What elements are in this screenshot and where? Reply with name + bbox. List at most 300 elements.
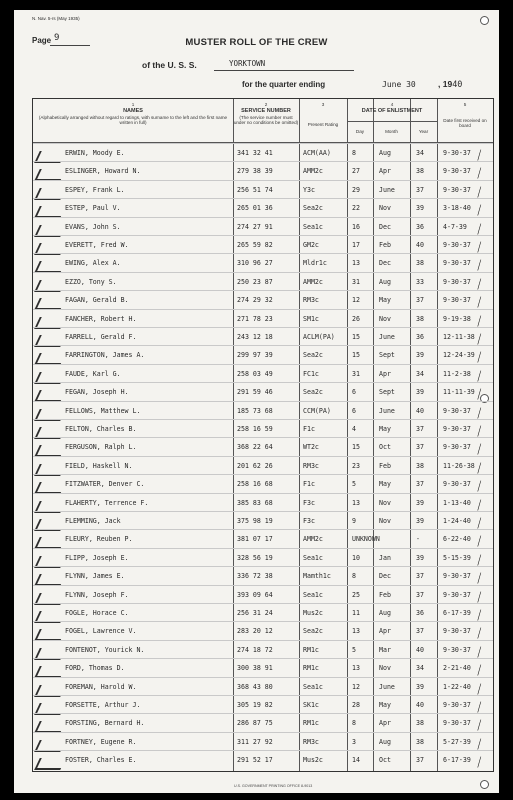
page-number: 9 [54,33,60,43]
cell-name: FONTENOT, Yourick N. [65,645,145,654]
cell-service: 393 09 64 [237,590,273,599]
cell-rating: F3c [303,498,315,507]
check-mark-icon: ∕ [475,553,484,569]
table-row [33,235,493,254]
cell-rating: Sea2c [303,204,323,213]
cell-day: 27 [352,167,360,176]
cell-name: FOGEL, Lawrence V. [65,627,137,636]
cell-name: FAUDE, Karl G. [65,369,121,378]
crew-table [32,98,494,772]
check-mark-icon: ∕ [475,424,484,440]
check-mark-icon: ∕ [475,148,484,164]
cell-rating: Mus2c [303,756,323,765]
cell-month: Jan [379,553,391,562]
cell-month: Feb [379,461,391,470]
cell-rating: RM3c [303,461,319,470]
cell-rating: Sea1c [303,222,323,231]
cell-day: 26 [352,314,360,323]
cell-received: 9-30-37 [443,425,471,433]
rating-column-header: 3 Present Rating [307,102,339,127]
cell-name: EWING, Alex A. [65,259,121,268]
cell-received: 12-24-39 [443,351,475,360]
cell-name: ESTEP, Paul V. [65,204,121,213]
cell-rating: FC1c [303,369,319,378]
cell-month: May [379,296,391,305]
cell-name: FEGAN, Joseph H. [65,388,129,397]
cell-name: FLYNN, Joseph F. [65,590,129,599]
cell-day: 8 [352,719,356,728]
cell-day: 11 [352,609,360,617]
cell-name: FORSTING, Bernard H. [65,719,145,728]
cell-month: June [379,682,395,691]
cell-name: FAGAN, Gerald B. [65,296,129,305]
cell-rating: Sea1c [303,682,323,691]
cell-month: Nov [379,664,391,673]
cell-rating: RM3c [303,296,319,305]
table-row [33,456,493,475]
cell-month: June [379,406,395,415]
cell-year: 37 [416,572,424,581]
cell-service: 381 07 17 [237,535,273,544]
cell-rating: Mus2c [303,609,323,617]
check-mark-icon: ∕ [475,627,484,642]
cell-rating: WT2c [303,443,319,452]
cell-service: 368 43 80 [237,682,273,691]
table-row [33,437,493,456]
check-mark-icon: ∕ [475,608,484,624]
table-row [33,474,493,493]
cell-rating: F3c [303,517,315,525]
cell-month: Apr [379,167,391,176]
cell-name: FLIPP, Joseph E. [65,553,129,562]
cell-month: Oct [379,443,391,452]
cell-rating: AMM2c [303,535,323,544]
check-mark-icon: ∕ [475,222,484,238]
cell-received: 5-15-39 [443,553,471,562]
cell-year: 37 [416,185,424,194]
check-mark-icon: ∕ [475,755,484,771]
cell-received: 12-11-38 [443,333,475,341]
cell-rating: Sea2c [303,627,323,636]
cell-name: ESPEY, Frank L. [65,185,125,194]
cell-month: May [379,701,391,709]
cell-year: 38 [416,167,424,176]
cell-rating: Mldr1c [303,259,327,268]
table-row [33,695,493,714]
cell-rating: GM2c [303,241,319,249]
cell-rating: Mamth1c [303,572,331,581]
cell-month: Sept [379,351,395,360]
cell-rating: F1c [303,480,315,489]
cell-day: 31 [352,277,360,286]
table-row [33,161,493,180]
cell-name: FERGUSON, Ralph L. [65,443,137,452]
cell-year: 37 [416,443,424,452]
cell-year: 39 [416,553,424,562]
cell-service: 258 16 59 [237,425,273,433]
table-row [33,658,493,677]
quarter-label: for the quarter ending [242,80,326,89]
cell-service: 336 72 38 [237,572,273,581]
check-mark-icon: ∕ [475,332,484,348]
cell-received: 6-22-40 [443,535,471,544]
table-row [33,401,493,420]
cell-service: 279 38 39 [237,167,273,176]
cell-name: FLEMMING, Jack [65,517,121,525]
cell-name: FANCHER, Robert H. [65,314,137,323]
table-row [33,732,493,751]
cell-day: 9 [352,517,356,525]
cell-service: 185 73 68 [237,406,273,415]
table-row [33,198,493,217]
check-mark-icon: ∕ [475,645,484,661]
check-mark-icon: ∕ [475,479,484,495]
cell-rating: Y3c [303,185,315,194]
cell-month: Apr [379,719,391,728]
cell-year: 38 [416,314,424,323]
cell-day: 17 [352,241,360,249]
cell-month: Aug [379,609,391,617]
cell-service: 265 59 82 [237,241,273,249]
cell-service: 286 87 75 [237,719,273,728]
cell-month: Nov [379,498,391,507]
cell-month: Oct [379,756,391,765]
table-row [33,419,493,438]
cell-name: FELLOWS, Matthew L. [65,406,141,415]
cell-received: 9-30-37 [443,167,471,176]
cell-month: Feb [379,241,391,249]
cell-received: 9-30-37 [443,149,471,157]
cell-month: June [379,333,395,341]
cell-rating: ACM(AA) [303,149,331,157]
check-mark-icon: ∕ [475,590,484,606]
check-mark-icon: ∕ [475,719,484,734]
cell-day: 8 [352,149,356,157]
cell-year: 38 [416,461,424,470]
table-row [33,327,493,346]
cell-received: 1-24-40 [443,517,471,525]
cell-day: 12 [352,682,360,691]
cell-day: 5 [352,480,356,489]
enlistment-day-header: Day [355,129,365,134]
cell-received: 9-30-37 [443,443,471,452]
cell-name: FARRINGTON, James A. [65,351,145,360]
cell-year: 37 [416,756,424,765]
cell-year: - [416,535,420,544]
check-mark-icon: ∕ [475,535,484,550]
cell-day: 13 [352,259,360,268]
cell-service: 201 62 26 [237,461,273,470]
form-number: N. Nav. 5-rs (May 1935) [32,16,80,21]
check-mark-icon: ∕ [475,387,484,403]
cell-received: 3-18-40 [443,204,471,213]
cell-month: Dec [379,222,391,231]
cell-month: Nov [379,314,391,323]
cell-rating: Sea1c [303,553,323,562]
quarter-year: , 1940 [438,79,463,90]
check-mark-icon: ∕ [475,167,484,182]
check-mark-icon: ∕ [475,185,484,201]
cell-year: 37 [416,590,424,599]
cell-day: 13 [352,498,360,507]
cell-day: 8 [352,572,356,581]
cell-year: 39 [416,204,424,213]
cell-year: 38 [416,719,424,728]
cell-name: FITZWATER, Denver C. [65,480,145,489]
cell-service: 311 27 92 [237,737,273,746]
cell-year: 40 [416,241,424,249]
cell-day: 12 [352,296,360,305]
tally-mark-icon [34,758,66,770]
cell-rating: Sea2c [303,388,323,397]
table-row [33,603,493,622]
cell-service: 256 31 24 [237,609,273,617]
cell-month: Dec [379,259,391,268]
enlistment-year-header: Year [418,129,429,134]
cell-month: Mar [379,645,391,654]
cell-month: Aug [379,277,391,286]
cell-received: 5-27-39 [443,737,471,746]
cell-service: 274 18 72 [237,645,273,654]
cell-name: FOGLE, Horace C. [65,609,129,617]
cell-received: 11-26-38 [443,461,475,470]
table-row [33,548,493,567]
cell-service: 258 03 49 [237,369,273,378]
check-mark-icon: ∕ [475,663,484,679]
cell-month: Sept [379,388,395,397]
cell-received: 11-11-39 [443,388,475,397]
cell-day: 10 [352,553,360,562]
cell-name: EVANS, John S. [65,222,121,231]
cell-received: 6-17-39 [443,609,471,617]
cell-day: 22 [352,204,360,213]
cell-service: 256 51 74 [237,185,273,194]
cell-month: May [379,425,391,433]
table-row [33,382,493,401]
cell-received: 9-30-37 [443,277,471,286]
cell-year: 39 [416,351,424,360]
cell-rating: ACLM(PA) [303,333,335,341]
check-mark-icon: ∕ [475,351,484,366]
check-mark-icon: ∕ [475,277,484,293]
cell-year: 33 [416,277,424,286]
cell-year: 37 [416,627,424,636]
page-title: MUSTER ROLL OF THE CREW [185,37,328,48]
check-mark-icon: ∕ [475,203,484,219]
cell-service: 291 52 17 [237,756,273,765]
cell-month: Aug [379,737,391,746]
cell-received: 1-13-40 [443,498,471,507]
page-label: Page [32,36,52,45]
cell-name: FOSTER, Charles E. [65,756,137,765]
cell-service: 375 98 19 [237,517,273,525]
cell-year: 34 [416,369,424,378]
cell-received: 2-21-40 [443,664,471,673]
cell-service: 265 01 36 [237,204,273,213]
cell-name: FELTON, Charles B. [65,425,137,433]
table-row [33,566,493,585]
cell-day: 31 [352,369,360,378]
muster-roll-page [14,10,499,793]
cell-rating: RM1c [303,664,319,673]
cell-rating: Sea1c [303,590,323,599]
check-mark-icon: ∕ [475,516,484,532]
cell-year: 39 [416,682,424,691]
cell-received: 11-2-38 [443,369,471,378]
check-mark-icon: ∕ [475,369,484,385]
cell-rating: AMM2c [303,167,323,176]
cell-service: 271 78 23 [237,314,273,323]
cell-year: 37 [416,425,424,433]
cell-service: 368 22 64 [237,443,273,452]
cell-year: 36 [416,333,424,341]
cell-month: Aug [379,149,391,157]
cell-year: 40 [416,701,424,709]
cell-received: 6-17-39 [443,756,471,765]
cell-rating: SK1c [303,701,319,709]
check-mark-icon: ∕ [475,700,484,716]
binder-hole [480,16,489,25]
binder-hole [480,780,489,789]
cell-day: 29 [352,185,360,194]
cell-received: 9-30-37 [443,480,471,489]
table-row [33,511,493,530]
cell-received: 1-22-40 [443,682,471,691]
cell-rating: RM3c [303,737,319,746]
cell-day: 3 [352,737,356,746]
cell-service: 250 23 87 [237,277,273,286]
table-row [33,364,493,383]
check-mark-icon: ∕ [475,737,484,753]
cell-received: 9-30-37 [443,701,471,709]
check-mark-icon: ∕ [475,461,484,477]
cell-rating: RM1c [303,645,319,654]
cell-received: 9-30-37 [443,645,471,654]
table-row [33,713,493,732]
table-row [33,493,493,512]
check-mark-icon: ∕ [475,295,484,311]
cell-name: FLEURY, Reuben P. [65,535,133,544]
quarter-date: June 30 [382,80,416,89]
cell-rating: CCM(PA) [303,406,331,415]
cell-day: 15 [352,333,360,341]
table-row [33,253,493,272]
cell-month: May [379,480,391,489]
cell-day: 25 [352,590,360,599]
cell-month: Dec [379,572,391,581]
cell-received: 9-30-37 [443,719,471,728]
cell-month: Feb [379,590,391,599]
check-mark-icon: ∕ [475,498,484,514]
cell-year: 40 [416,645,424,654]
cell-year: 38 [416,737,424,746]
cell-day: 6 [352,406,356,415]
cell-received: 9-30-37 [443,406,471,415]
cell-received: 9-30-37 [443,590,471,599]
cell-name: FIELD, Haskell N. [65,461,133,470]
cell-service: 328 56 19 [237,553,273,562]
received-column-header: 5 Date first received on board [443,102,487,129]
cell-year: 34 [416,149,424,157]
cell-month: Apr [379,369,391,378]
cell-day: 15 [352,351,360,360]
cell-day: 28 [352,701,360,709]
cell-month: Nov [379,204,391,213]
table-row [33,143,493,162]
cell-name: EZZO, Tony S. [65,277,117,286]
cell-day: 14 [352,756,360,765]
cell-day: 5 [352,645,356,654]
check-mark-icon: ∕ [475,240,484,256]
table-row [33,217,493,236]
cell-service: 258 16 68 [237,480,273,489]
cell-year: 37 [416,296,424,305]
table-row [33,640,493,659]
cell-received: 9-30-37 [443,259,471,268]
cell-received: 9-30-37 [443,296,471,305]
cell-name: FARRELL, Gerald F. [65,333,137,341]
cell-service: 385 83 68 [237,498,273,507]
cell-name: FORTNEY, Eugene R. [65,737,137,746]
cell-year: 38 [416,259,424,268]
cell-day: 16 [352,222,360,231]
cell-year: 39 [416,517,424,525]
check-mark-icon: ∕ [475,259,484,274]
cell-name: FORD, Thomas D. [65,664,125,673]
cell-service: 274 29 32 [237,296,273,305]
enlistment-month-header: Month [385,129,398,134]
ship-name: YORKTOWN [229,59,266,68]
cell-year: 40 [416,406,424,415]
cell-month: June [379,185,395,194]
cell-service: 341 32 41 [237,149,273,157]
cell-service: 243 12 18 [237,333,273,341]
cell-rating: RM1c [303,719,319,728]
cell-rating: Sea2c [303,351,323,360]
enlistment-column-header: 4 DATE OF ENLISTMENT [361,102,423,114]
table-row [33,309,493,328]
cell-year: 37 [416,480,424,489]
cell-received: 9-30-37 [443,627,471,636]
cell-year: 34 [416,664,424,673]
cell-service: 305 19 82 [237,701,273,709]
cell-received: 9-19-38 [443,314,471,323]
cell-year: 39 [416,498,424,507]
check-mark-icon: ∕ [475,443,484,458]
cell-received: 4-7-39 [443,222,467,231]
cell-day: 23 [352,461,360,470]
ship-prefix: of the U. S. S. [142,60,197,70]
table-row [33,529,493,548]
cell-service: 300 38 91 [237,664,273,673]
cell-name: FORSETTE, Arthur J. [65,701,141,709]
cell-year: 39 [416,388,424,397]
table-row [33,180,493,199]
cell-service: 310 96 27 [237,259,273,268]
cell-day: 13 [352,664,360,673]
cell-month: Apr [379,627,391,636]
cell-rating: AMM2c [303,277,323,286]
cell-received: 9-30-37 [443,185,471,194]
service-number-column-header: 2 SERVICE NUMBER (The service number must under no conditions be omitted) [233,102,299,126]
cell-name: FOREMAN, Harold W. [65,682,137,691]
cell-service: 299 97 39 [237,351,273,360]
cell-rating: SM1c [303,314,319,323]
table-row [33,585,493,604]
table-row [33,677,493,696]
cell-name: ERWIN, Moody E. [65,149,125,157]
cell-day: 4 [352,425,356,433]
